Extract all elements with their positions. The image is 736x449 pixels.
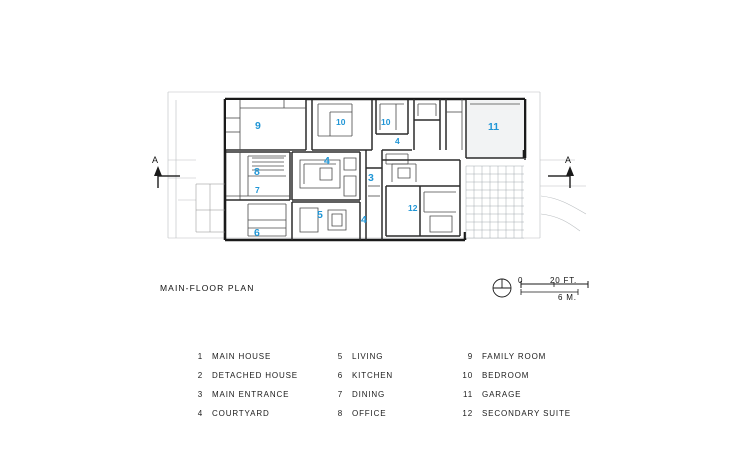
scale-annotations (488, 272, 608, 304)
section-label-right: A (565, 155, 572, 165)
legend-item (326, 371, 456, 390)
living-zone (292, 202, 360, 240)
plan-number: 11 (488, 121, 500, 133)
plan-number: 4 (361, 214, 367, 226)
legend-item-number: 11 (462, 390, 473, 399)
plan-number: 6 (254, 227, 260, 239)
plan-number: 10 (336, 117, 346, 127)
legend-item (186, 409, 326, 428)
legend-item-label: DETACHED HOUSE (212, 371, 298, 380)
legend-item-label: DINING (352, 390, 386, 399)
plan-number: 5 (317, 209, 323, 221)
family-room-zone (226, 100, 306, 150)
scale-zero-label: 0 (518, 276, 524, 285)
legend-item (186, 390, 326, 409)
legend (186, 352, 586, 428)
legend-item-number: 9 (467, 352, 473, 361)
main-entrance-zone (366, 150, 412, 240)
legend-item-label: LIVING (352, 352, 384, 361)
legend-item-label: MAIN ENTRANCE (212, 390, 290, 399)
plan-number: 3 (368, 172, 374, 184)
legend-item-number: 12 (462, 409, 473, 418)
legend-item-label: GARAGE (482, 390, 522, 399)
plan-caption: MAIN-FLOOR PLAN (160, 283, 255, 293)
legend-item (456, 409, 586, 428)
legend-item-label: KITCHEN (352, 371, 394, 380)
plan-number: 7 (255, 185, 260, 195)
legend-item (326, 352, 456, 371)
legend-item-number: 10 (462, 371, 473, 380)
plan-number: 10 (381, 117, 391, 127)
legend-item-number: 5 (337, 352, 343, 361)
secondary-suite-zone (382, 160, 460, 236)
scale-meters-label: 6 M. (558, 293, 577, 302)
legend-item-label: COURTYARD (212, 409, 270, 418)
legend-item (186, 371, 326, 390)
legend-item (186, 352, 326, 371)
legend-item (456, 390, 586, 409)
legend-item-label: SECONDARY SUITE (482, 409, 571, 418)
plan-number: 4 (324, 155, 330, 167)
plan-number: 4 (395, 136, 400, 146)
legend-item-number: 4 (197, 409, 203, 418)
legend-column-3 (456, 352, 586, 428)
paved-deck-grid (466, 166, 524, 238)
legend-item (456, 371, 586, 390)
legend-item-number: 1 (197, 352, 203, 361)
plan-number: 8 (254, 166, 260, 178)
section-label-left: A (152, 155, 159, 165)
legend-item (456, 352, 586, 371)
legend-item-label: OFFICE (352, 409, 387, 418)
legend-item-number: 6 (337, 371, 343, 380)
scale-feet-label: 20 FT. (550, 276, 578, 285)
legend-column-2 (326, 352, 456, 428)
legend-item-label: BEDROOM (482, 371, 530, 380)
legend-item-label: FAMILY ROOM (482, 352, 547, 361)
legend-item (326, 409, 456, 428)
legend-column-1 (186, 352, 326, 428)
detached-house-zone (196, 184, 225, 232)
plan-number: 12 (408, 203, 418, 213)
plan-number: 9 (255, 120, 261, 132)
legend-item-number: 2 (197, 371, 203, 380)
legend-item (326, 390, 456, 409)
legend-item-number: 7 (337, 390, 343, 399)
legend-item-number: 8 (337, 409, 343, 418)
legend-item-label: MAIN HOUSE (212, 352, 272, 361)
legend-item-number: 3 (197, 390, 203, 399)
